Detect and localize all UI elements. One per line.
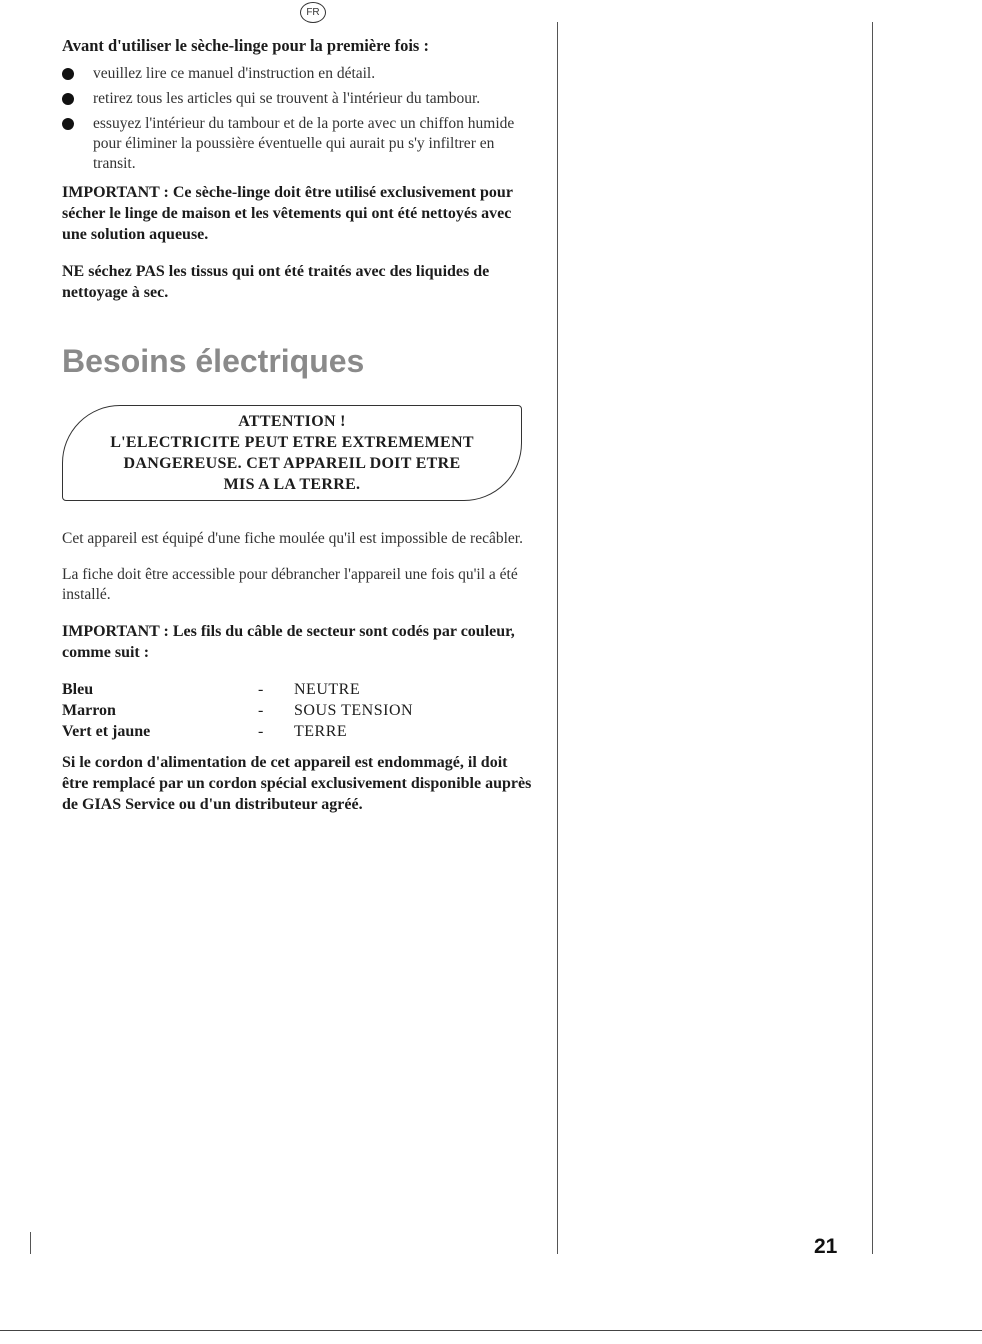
important-usage-note: IMPORTANT : Ce sèche-linge doit être utilisé exclusivement pour sécher le linge de maison et les vêtements qui ont été nettoyés avec une solution aqueuse. [62, 184, 513, 243]
attention-line-4: MIS A LA TERRE. [223, 476, 361, 493]
attention-box [62, 405, 522, 501]
page-number: 21 [814, 1235, 838, 1258]
list-item [62, 64, 532, 84]
wire-color: Bleu [62, 681, 94, 698]
list-item [62, 114, 532, 174]
bottom-rule [0, 1330, 982, 1331]
table-row [62, 721, 413, 742]
attention-line-3: DANGEREUSE. CET APPAREIL DOIT ETRE [123, 455, 461, 472]
list-item [62, 89, 532, 109]
wire-dash: - [258, 702, 264, 719]
wire-color: Vert et jaune [62, 723, 151, 740]
right-margin-rule [872, 22, 873, 1254]
list-item-text: essuyez l'intérieur du tambour et de la porte avec un chiffon humide pour éliminer la poussière éventuelle qui aurait pu s'y infiltrer en transit. [93, 115, 515, 172]
table-row [62, 679, 413, 700]
dry-cleaning-warning: NE séchez PAS les tissus qui ont été traités avec des liquides de nettoyage à sec. [62, 263, 490, 301]
wire-color-important: IMPORTANT : Les fils du câble de secteur sont codés par couleur, comme suit : [62, 623, 515, 661]
wire-color-table [62, 679, 413, 742]
wire-dash: - [258, 723, 264, 740]
wire-function: SOUS TENSION [294, 702, 414, 719]
left-margin-rule [30, 1232, 31, 1254]
list-item-text: retirez tous les articles qui se trouvent à l'intérieur du tambour. [93, 90, 481, 107]
content-column [62, 36, 532, 831]
plug-paragraph: Cet appareil est équipé d'une fiche moulée qu'il est impossible de recâbler. [62, 530, 523, 547]
attention-line-1: ATTENTION ! [238, 413, 346, 430]
wire-color: Marron [62, 702, 116, 719]
attention-line-2: L'ELECTRICITE PEUT ETRE EXTREMEMENT [110, 434, 474, 451]
list-item-text: veuillez lire ce manuel d'instruction en détail. [93, 65, 376, 82]
wire-function: NEUTRE [294, 681, 361, 698]
table-row [62, 700, 413, 721]
intro-heading: Avant d'utiliser le sèche-linge pour la première fois : [62, 36, 429, 55]
column-divider-rule [557, 22, 558, 1254]
wire-function: TERRE [294, 723, 348, 740]
bullet-icon [62, 68, 74, 80]
bullet-icon [62, 118, 74, 130]
accessibility-paragraph: La fiche doit être accessible pour débrancher l'appareil une fois qu'il a été installé. [62, 566, 518, 603]
bullet-icon [62, 93, 74, 105]
intro-bullet-list [62, 64, 532, 174]
section-title: Besoins électriques [62, 343, 365, 379]
power-cord-notice: Si le cordon d'alimentation de cet appareil est endommagé, il doit être remplacé par un cordon spécial exclusivement disponible auprès de GIAS Service ou d'un distributeur agréé. [62, 754, 532, 813]
wire-dash: - [258, 681, 264, 698]
language-badge: FR [300, 2, 326, 23]
